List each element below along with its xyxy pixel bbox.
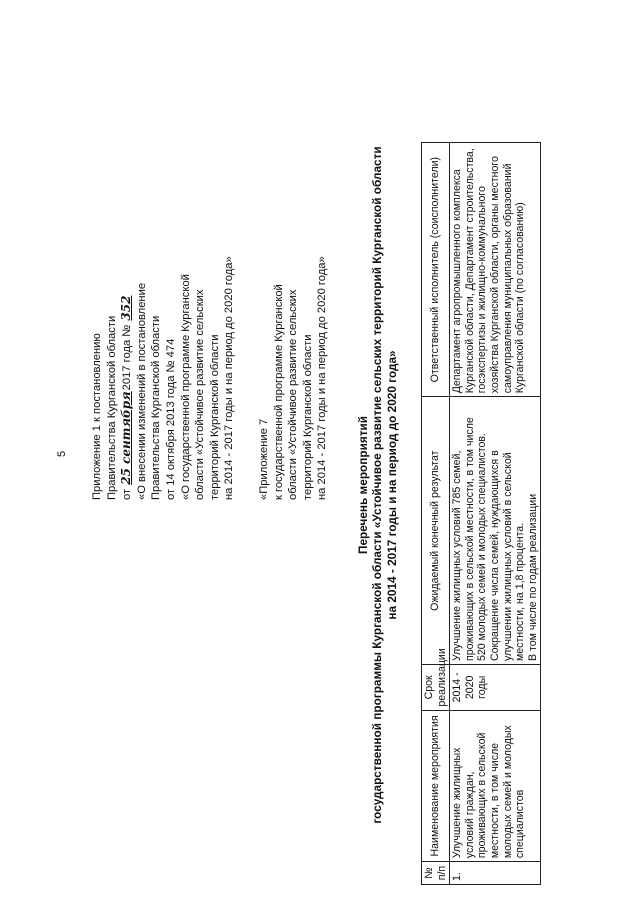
result-paragraph: Сокращение числа семей, нуждающихся в улучшении жилищных условий в сельской местности, на 1,8 процента. <box>488 450 527 662</box>
measures-table <box>421 142 541 885</box>
appendix-7-header <box>257 0 330 500</box>
appendix-7-line: к государственной программе Курганской <box>272 284 285 500</box>
appendix-1-line: области «Устойчивое развитие сельских <box>194 289 207 500</box>
page-number: 5 <box>56 450 68 457</box>
result-paragraph: Улучшение жилищных условий 785 семей, проживающих в сельской местности, в том числе 520 молодых семей и молодых специалистов. <box>451 417 489 662</box>
cell-executor: Департамент агропромышленного комплекса Курганской области, Департамент строительства, госэкспертизы и жилищно-коммунального хозяйства Курганской области, органы местного самоуправления муниципальных образований Курганской области (по согласованию) <box>450 143 541 397</box>
appendix-1-line: «О государственной программе Курганской <box>179 274 192 500</box>
header-executor: Ответственный исполнитель (соисполнители) <box>422 143 450 397</box>
appendix-1-header <box>90 0 237 500</box>
header-name: Наименование мероприятия <box>422 710 450 862</box>
title-line: государственной программы Курганской области «Устойчивое развитие сельских территорий Курганской области <box>370 146 385 824</box>
appendix-7-line: на 2014 - 2017 годы и на период до 2020 года» <box>316 256 329 500</box>
title-line: Перечень мероприятий <box>356 415 370 555</box>
appendix-1-date-line <box>119 0 135 500</box>
document-title <box>356 105 399 865</box>
cell-period: 2014 - 2020 годы <box>450 665 541 711</box>
date-middle: 2017 года № <box>121 324 134 391</box>
appendix-1-line: от 14 октября 2013 года № 474 <box>164 338 177 500</box>
header-period: Срок реализации <box>422 665 450 711</box>
handwritten-number: 352 <box>119 295 134 321</box>
result-paragraph: В том числе по годам реализации <box>526 493 539 662</box>
table-row <box>450 143 541 885</box>
title-line: на 2014 - 2017 годы и на период до 2020 года» <box>384 350 399 620</box>
appendix-1-line: территорий Курганской области <box>208 334 221 500</box>
table-header-row <box>422 143 450 885</box>
appendix-1-line: Правительства Курганской области <box>105 315 118 500</box>
date-prefix: от <box>121 488 134 500</box>
cell-result <box>450 397 541 665</box>
appendix-1-line: на 2014 - 2017 годы и на период до 2020 года» <box>223 256 236 500</box>
header-result: Ожидаемый конечный результат <box>422 397 450 665</box>
appendix-7-line: территорий Курганской области <box>301 334 314 500</box>
appendix-1-line: Правительства Курганской области <box>150 315 163 500</box>
appendix-1-line: «О внесении изменений в постановление <box>135 282 148 500</box>
cell-num: 1. <box>450 862 541 885</box>
appendix-7-line: «Приложение 7 <box>258 418 270 500</box>
cell-name: Улучшение жилищных условий граждан, проживающих в сельской местности, в том числе молодых семей и молодых специалистов <box>450 710 541 862</box>
appendix-1-line: Приложение 1 к постановлению <box>91 333 103 500</box>
header-num: № п/п <box>422 862 450 885</box>
handwritten-date: 25 сентября <box>119 391 134 485</box>
appendix-7-line: области «Устойчивое развитие сельских <box>287 289 300 500</box>
